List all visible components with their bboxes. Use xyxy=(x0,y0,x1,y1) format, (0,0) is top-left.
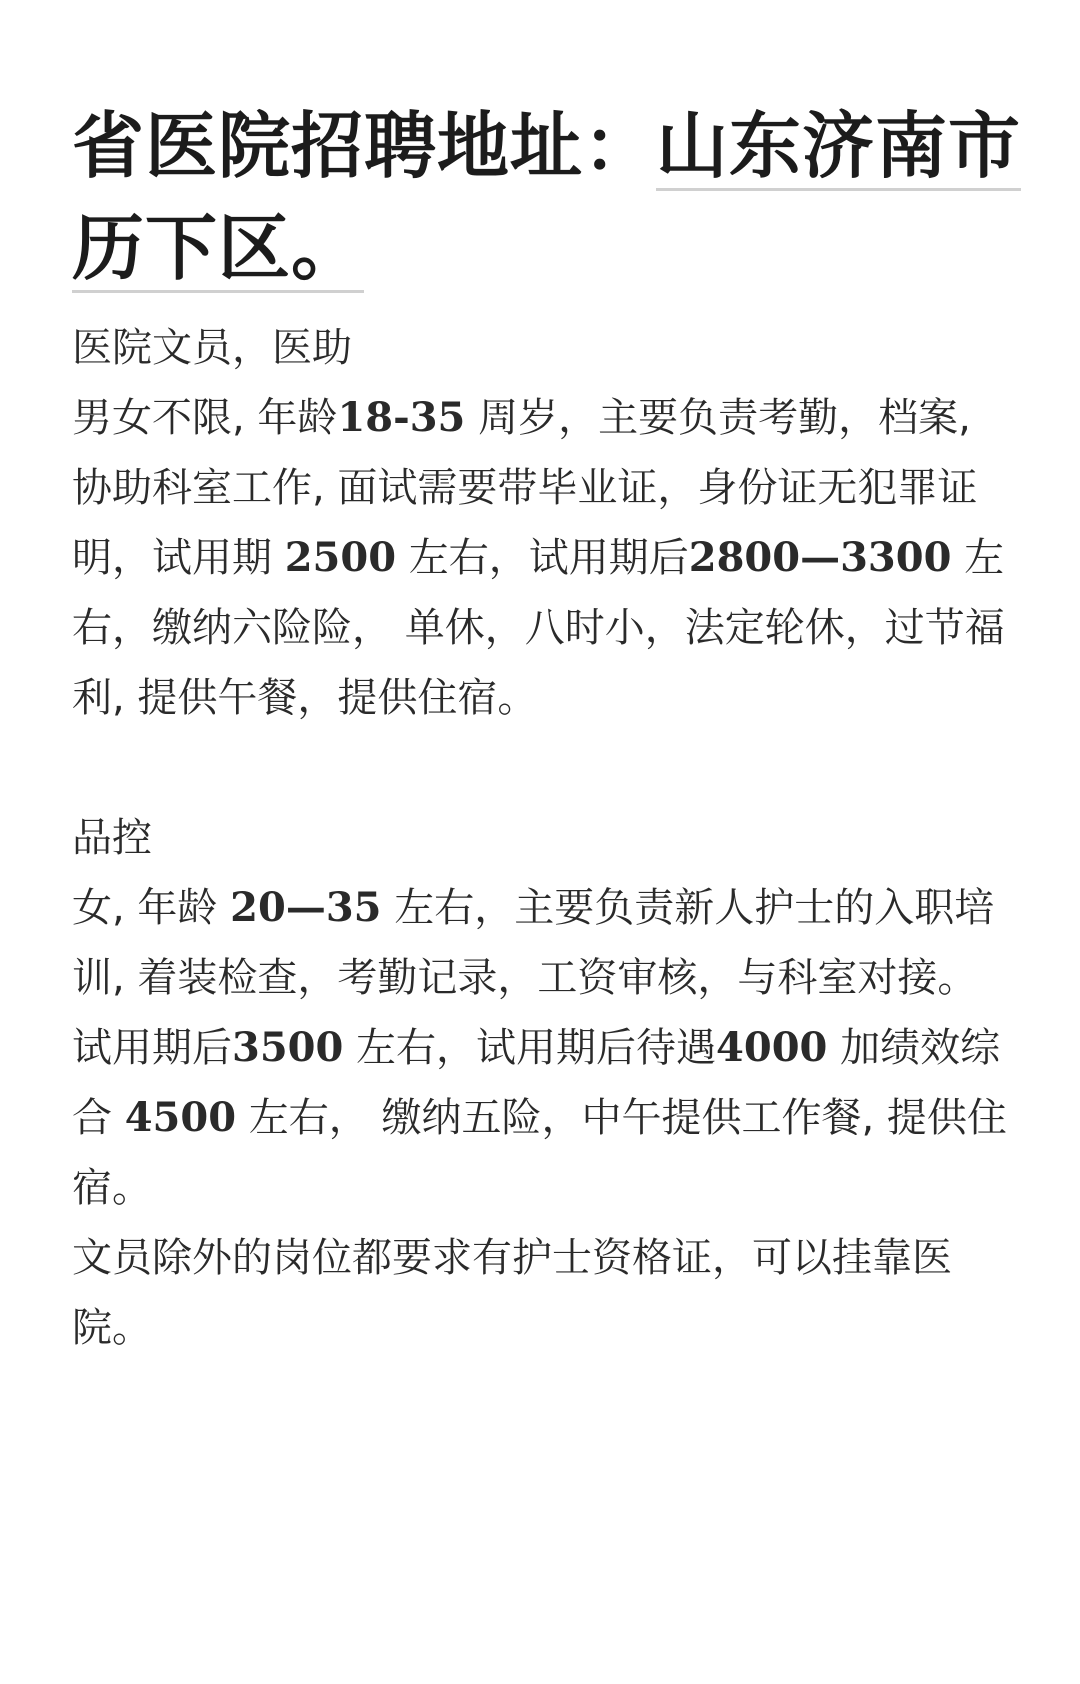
section-title-clerk: 医院文员，医助 xyxy=(72,325,352,371)
age-range: 20—35 xyxy=(230,884,382,931)
paragraph-gap xyxy=(72,733,1022,803)
trial-salary: 3500 xyxy=(232,1024,344,1071)
text-segment: 加绩效综合 xyxy=(72,1025,1001,1141)
total-salary: 4500 xyxy=(124,1094,237,1141)
qc-salary xyxy=(72,1013,1022,1223)
text-segment: 周岁，主要负责考勤，档案, 协助科室工作, 面试需要带毕业证，身份证无犯罪证明，试用期 xyxy=(72,395,978,581)
clerk-description xyxy=(72,383,1022,733)
regular-salary-range: 2800—3300 xyxy=(688,534,952,581)
text-segment: 左右，缴纳六险险， 单休，八时小，法定轮休，过节福利, 提供午餐，提供住宿。 xyxy=(72,535,1005,721)
text-segment: 试用期后 xyxy=(72,1025,232,1071)
text-segment: 左右，试用期后 xyxy=(396,535,689,581)
headline-district: 历下区。 xyxy=(72,206,364,293)
text-segment: 男女不限, 年龄 xyxy=(72,395,338,441)
article xyxy=(72,95,1022,1363)
headline-city: 山东济南市 xyxy=(656,104,1021,191)
headline xyxy=(72,95,1022,299)
qc-description xyxy=(72,873,1022,1013)
text-segment: 女, 年龄 xyxy=(72,885,231,931)
text-segment: 左右，主要负责新人护士的入职培训, 着装检查，考勤记录，工资审核，与科室对接。 xyxy=(72,885,995,1001)
text-segment: 左右， 缴纳五险，中午提供工作餐, 提供住宿。 xyxy=(72,1095,1007,1211)
regular-salary: 4000 xyxy=(716,1024,828,1071)
certificate-note: 文员除外的岗位都要求有护士资格证，可以挂靠医院。 xyxy=(72,1235,952,1351)
section-title-qc: 品控 xyxy=(72,815,152,861)
text-segment: 左右，试用期后待遇 xyxy=(343,1025,717,1071)
age-range: 18-35 xyxy=(337,394,466,441)
headline-prefix: 省医院招聘地址： xyxy=(72,104,657,188)
article-body xyxy=(72,313,1022,1363)
trial-salary: 2500 xyxy=(284,534,397,581)
